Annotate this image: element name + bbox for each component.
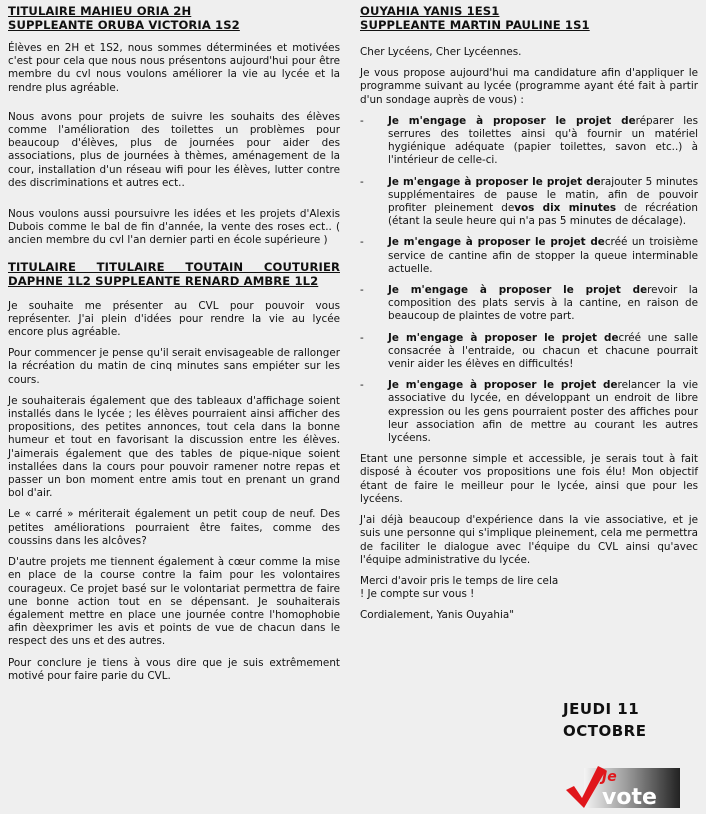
program-item: - Je m'engage à proposer le projet decréé un troisième service de cantine afin de stopper la queue interminable actuelle. xyxy=(360,236,699,275)
paragraph: Etant une personne simple et accessible, je serais tout à fait disposé à écouter vos propositions une fois élu! Mon objectif étant de faire le meilleur pour le lycée, ainsi que pour les lycéens. xyxy=(360,453,698,505)
program-item: - Je m'engage à proposer le projet decréé une salle consacrée à l'entraide, ou chacun et chacune pourrait venir aider les élèves en difficultés! xyxy=(360,331,698,371)
left-column xyxy=(8,4,340,691)
header-line: SUPPLEANTE MARTIN PAULINE 1S1 xyxy=(360,18,590,32)
closing: Merci d'avoir pris le temps de lire cela ! Je compte sur vous ! xyxy=(360,574,559,601)
program-item: - Je m'engage à proposer le projet derajouter 5 minutes supplémentaires de pause le matin, afin de pouvoir profiter pleinement devos dix minutes de récréation (étant la seule heure qui n'a pas 5 minutes de décalage). xyxy=(360,175,698,228)
program-item: - Je m'engage à proposer le projet derevoir la composition des plats servis à la cantine, en raison de beaucoup de plaintes de votre part. xyxy=(360,284,698,323)
header-line: TITULAIRE TITULAIRE TOUTAIN COUTURIER xyxy=(8,259,340,274)
paragraph: Je souhaiterais également que des tableaux d'affichage soient installés dans le lycée ; les élèves pourraient ainsi afficher des propositions, des petites annonces, tout cela dans la bonne humeur et tout en favorisant la discussion entre les élèves. J'aimerais également que des tables de pique-nique soient installées dans la cours pour pouvoir ramener notre repas et passer un bon moment entre amis tout en prenant un grand bol d'air. xyxy=(8,394,340,500)
header-line: TITULAIRE MAHIEU ORIA 2H xyxy=(8,4,192,18)
greeting: Cher Lycéens, Cher Lycéennes. xyxy=(360,46,522,58)
logo-graphic xyxy=(564,762,682,810)
right-column xyxy=(360,4,698,631)
logo-je: Je xyxy=(602,769,617,785)
header-line: DAPHNE 1L2 SUPPLEANTE RENARD AMBRE 1L2 xyxy=(8,273,319,288)
candidate-header-2 xyxy=(8,260,340,288)
election-date-badge xyxy=(563,698,646,742)
paragraph: Nous avons pour projets de suivre les souhaits des élèves comme l'amélioration des toilettes un problèmes pour beaucoup d'élèves, plus de journées pour aider des associations, plus de journées à thèmes, aménagement de la cour, installation d'un réseau wifi pour les élèves, lutter contre des discriminations et autres ect.. xyxy=(8,110,340,189)
paragraph: Pour conclure je tiens à vous dire que je suis extrêmement motivé pour faire parie du CVL. xyxy=(8,656,340,682)
paragraph: Je souhaite me présenter au CVL pour pouvoir vous représenter. J'ai plein d'idées pour rendre la vie au lycée encore plus agréable. xyxy=(8,299,340,339)
intro: Je vous propose aujourd'hui ma candidature afin d'appliquer le programme suivant au lycée (programme ayant été fait à partir d'un sondage auprès de vous) : xyxy=(360,67,698,106)
candidate-header-1 xyxy=(8,4,340,32)
program-item: - Je m'engage à proposer le projet derelancer la vie associative du lycée, en développant un endroit de libre expression ou les gens pourraient poster des affiches pour leur association afin de mettre au courant les autres lycéens. xyxy=(360,379,698,445)
signature: Cordialement, Yanis Ouyahia" xyxy=(360,609,514,622)
program-item: - Je m'engage à proposer le projet deréparer les serrures des toilettes ainsi qu'à fournir un matériel hygiénique adéquate (papier toilettes, savon etc..) à l'intérieur de celle-ci. xyxy=(360,114,698,167)
date-line: JEUDI 11 xyxy=(563,700,640,718)
candidate-header-3 xyxy=(360,4,698,32)
paragraph: Élèves en 2H et 1S2, nous sommes déterminées et motivées c'est pour cela que nous nous présentons aujourd'hui pour être membre du cvl nous voulons améliorer la vie au lycée et la rendre plus agréable. xyxy=(8,42,340,94)
logo-vote: vote xyxy=(602,785,657,810)
date-line: OCTOBRE xyxy=(563,722,647,740)
header-line: SUPPLEANTE ORUBA VICTORIA 1S2 xyxy=(8,18,240,32)
paragraph: J'ai déjà beaucoup d'expérience dans la vie associative, et je suis une personne qui s'implique pleinement, cela me permettra de faciliter le dialogue avec l'équipe du CVL ainsi qu'avec l'équipe administrative du lycée. xyxy=(360,514,698,566)
paragraph: Le « carré » mériterait également un petit coup de neuf. Des petites améliorations pourraient être faites, comme des coussins dans les alcôves? xyxy=(8,508,340,547)
header-line: OUYAHIA YANIS 1ES1 xyxy=(360,4,500,18)
paragraph: D'autre projets me tiennent également à cœur comme la mise en place de la course contre la faim pour les volontaires courageux. Ce projet basé sur le volontariat permettra de faire une bonne action tout en se dépensant. Je souhaiterais également mettre en place une journée contre l'homophobie afin dèexprimer les avis et points de vue de chacun dans le respect des uns et des autres. xyxy=(8,556,340,648)
paragraph: Pour commencer je pense qu'il serait envisageable de rallonger la récréation du matin de cinq minutes sans empiéter sur les cours. xyxy=(8,347,340,386)
je-vote-logo xyxy=(564,762,682,810)
paragraph: Nous voulons aussi poursuivre les idées et les projets d'Alexis Dubois comme le bal de fin d'année, la vente des roses ect.. ( ancien membre du cvl l'an dernier parti en école supérieure ) xyxy=(8,208,340,247)
